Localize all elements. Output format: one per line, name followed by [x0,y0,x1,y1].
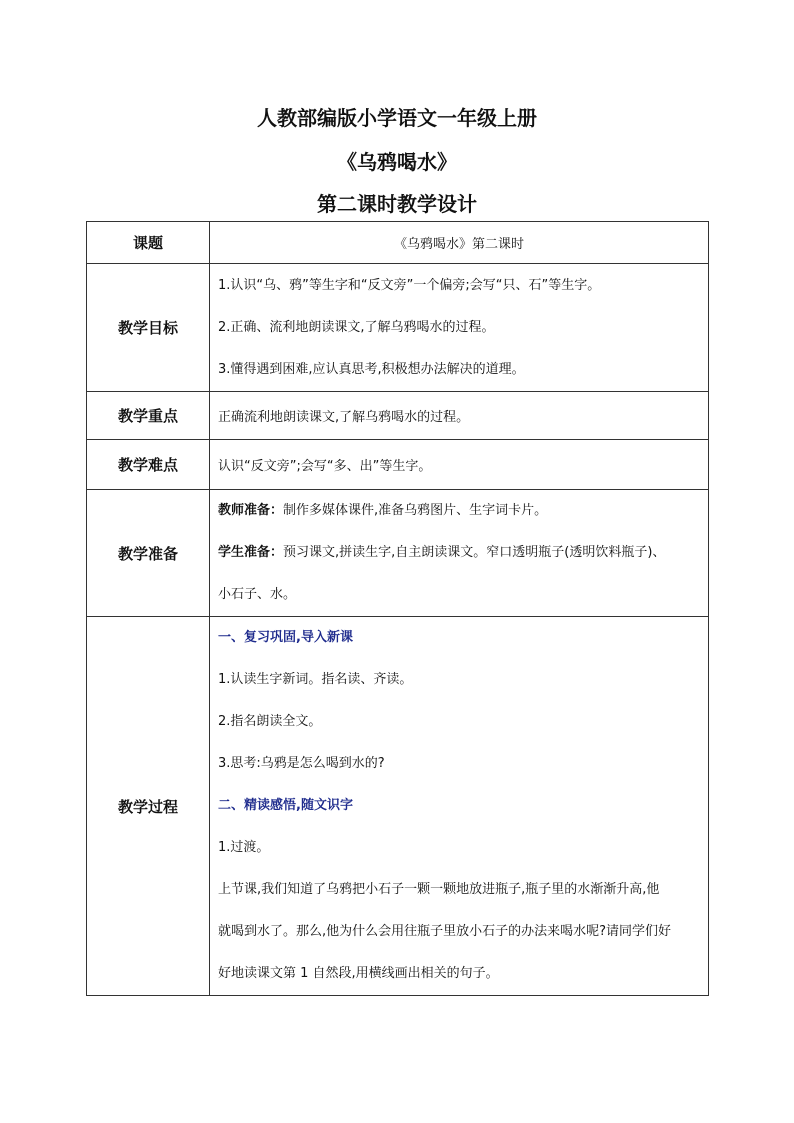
table-row-preparation [87,490,709,617]
process-section-title: 二、精读感悟,随文识字 [218,798,353,813]
process-item: 1.认读生字新词。指名读、齐读。 [218,672,413,687]
difficulties-value: 认识“反文旁”;会写“多、出”等生字。 [210,440,709,490]
topic-label: 课题 [87,222,210,264]
design-subtitle: 第二课时教学设计 [317,192,477,216]
preparation-label: 教学准备 [87,490,210,617]
table-row-difficulties [87,440,709,490]
lesson-title: 《乌鸦喝水》 [337,150,457,174]
goal-item: 1.认识“乌、鸦”等生字和“反文旁”一个偏旁;会写“只、石”等生字。 [218,277,601,293]
topic-value: 《乌鸦喝水》第二课时 [210,222,709,264]
table-row-keypoints [87,392,709,440]
process-item: 上节课,我们知道了乌鸦把小石子一颗一颗地放进瓶子,瓶子里的水渐渐升高,他 [218,882,660,897]
process-content [210,617,709,996]
difficulties-label: 教学难点 [87,440,210,490]
goals-label: 教学目标 [87,264,210,392]
student-prep-continued: 小石子、水。 [218,587,297,602]
document-title: 人教部编版小学语文一年级上册 [257,106,537,130]
student-prep [218,532,700,574]
teacher-prep-text: 制作多媒体课件,准备乌鸦图片、生字词卡片。 [283,503,548,518]
keypoints-value: 正确流利地朗读课文,了解乌鸦喝水的过程。 [210,392,709,440]
process-label: 教学过程 [87,617,210,996]
student-prep-text: 预习课文,拼读生字,自主朗读课文。窄口透明瓶子(透明饮料瓶子)、 [283,545,666,560]
student-prep-label: 学生准备： [218,545,284,560]
lesson-plan-table [86,221,709,996]
process-item: 就喝到水了。那么,他为什么会用往瓶子里放小石子的办法来喝水呢?请同学们好 [218,924,672,939]
teacher-prep-label: 教师准备： [218,503,284,518]
process-section-title: 一、复习巩固,导入新课 [218,630,353,645]
keypoints-label: 教学重点 [87,392,210,440]
table-row-goals [87,264,709,392]
table-row-process [87,617,709,996]
process-item: 2.指名朗读全文。 [218,714,322,729]
process-item: 3.思考:乌鸦是怎么喝到水的? [218,756,385,771]
goal-item: 3.懂得遇到困难,应认真思考,积极想办法解决的道理。 [218,361,525,377]
goals-content [210,264,709,392]
process-item: 好地读课文第 1 自然段,用横线画出相关的句子。 [218,966,499,981]
process-item: 1.过渡。 [218,840,270,855]
teacher-prep [218,490,700,532]
table-row-topic [87,222,709,264]
goal-item: 2.正确、流利地朗读课文,了解乌鸦喝水的过程。 [218,319,495,335]
preparation-content [210,490,709,617]
